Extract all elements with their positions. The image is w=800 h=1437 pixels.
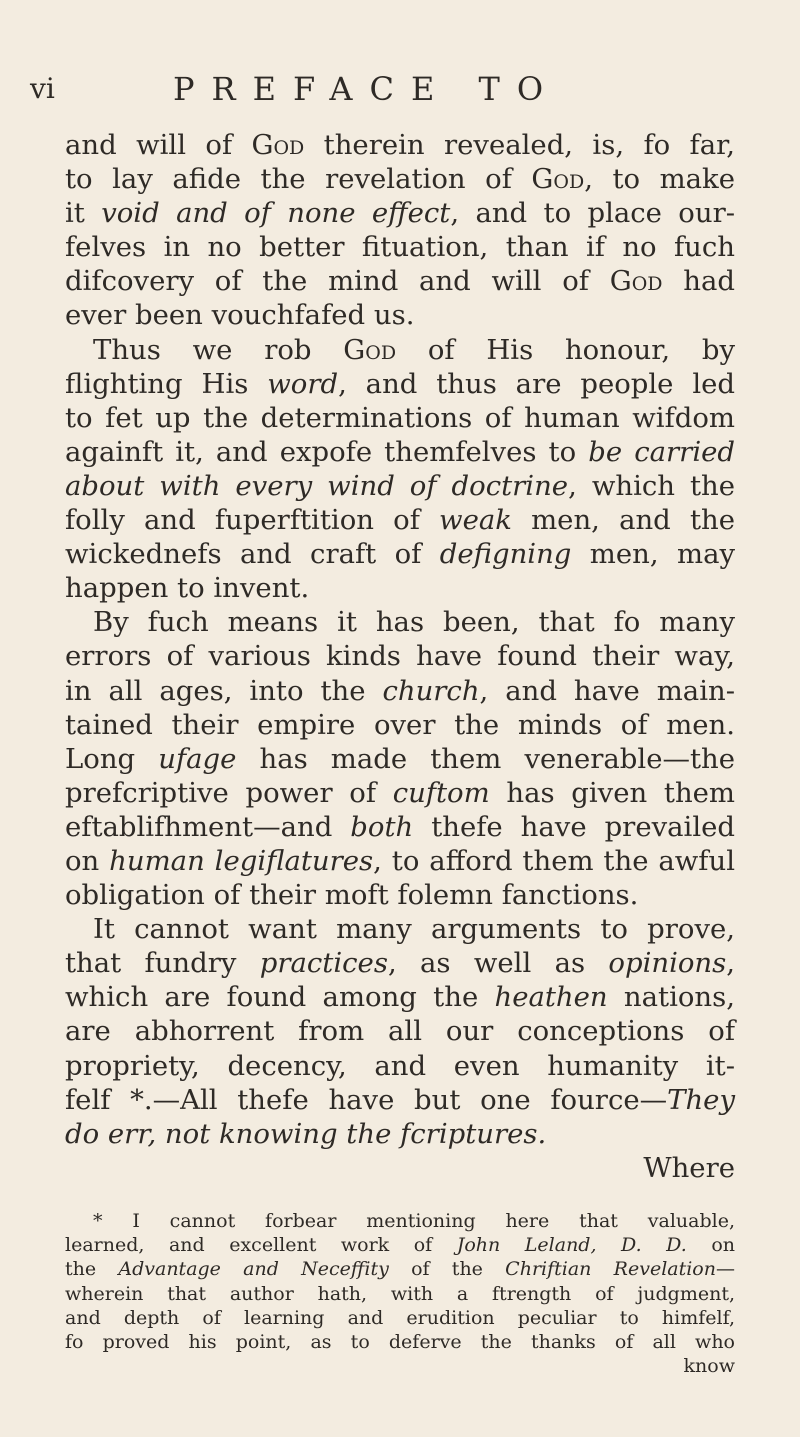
text-run: nations, <box>607 981 735 1014</box>
italic-text: practices <box>259 947 388 980</box>
text-line <box>65 1083 735 1117</box>
text-run: to lay afide the revelation of <box>65 163 532 196</box>
italic-text: opinions <box>608 947 727 980</box>
text-run: againft it, and expofe themfelves to <box>65 435 589 468</box>
text-run: are abhorrent from all our conceptions of <box>65 1015 735 1048</box>
text-run: of His honour, by <box>396 333 735 366</box>
italic-text: John Leland, D. D. <box>456 1234 687 1257</box>
text-run: * I cannot forbear mentioning here that valuable, <box>93 1210 735 1232</box>
small-caps-text: God <box>609 265 663 298</box>
text-run: and will of <box>65 129 252 161</box>
text-line <box>65 878 735 912</box>
text-line <box>65 1049 735 1083</box>
text-run: obligation of their moft folemn fanctions. <box>65 879 639 912</box>
text-line <box>65 810 735 844</box>
text-line <box>65 162 735 196</box>
text-run: , <box>726 947 735 980</box>
text-line <box>65 469 735 503</box>
text-line <box>65 776 735 810</box>
text-line <box>65 742 735 776</box>
text-run: thefe have prevailed <box>413 810 735 843</box>
text-line <box>65 196 735 230</box>
italic-text: void and of none effect <box>101 197 451 230</box>
text-run: it <box>65 197 102 230</box>
text-run: therein revealed, is, fo far, <box>304 129 735 161</box>
text-run: , to afford them the awful <box>373 844 735 877</box>
text-line <box>65 1014 735 1048</box>
small-caps-text: God <box>343 333 397 366</box>
text-run: It cannot want many arguments to prove, <box>93 913 735 946</box>
text-run: , which the <box>568 469 736 502</box>
text-run: on <box>65 844 110 877</box>
text-line <box>65 537 735 571</box>
text-run: has made them venerable—the <box>236 742 736 775</box>
body-text <box>65 128 735 1185</box>
text-run: eftablifhment—and <box>65 810 351 843</box>
text-run: , and have main- <box>479 674 735 707</box>
text-run: fo proved his point, as to deferve the thanks of all who <box>65 1330 735 1353</box>
italic-text: heathen <box>494 981 608 1014</box>
text-run: difcovery of the mind and will of <box>65 265 610 298</box>
italic-text: cuftom <box>392 776 490 809</box>
italic-text: Advantage and Neceffity <box>118 1258 389 1281</box>
text-run: Where <box>643 1151 735 1184</box>
text-line <box>65 674 735 708</box>
text-run: to fet up the determinations of human wifdom <box>65 401 735 434</box>
text-run: tained their empire over the minds of men. <box>65 708 735 741</box>
text-run: which are found among the <box>65 981 495 1014</box>
text-run: wherein that author hath, with a ftrength of judgment, <box>65 1282 735 1305</box>
text-run: wickednefs and craft of <box>65 538 440 571</box>
footnote-line <box>65 1306 735 1330</box>
text-run: the <box>65 1258 119 1281</box>
text-line <box>65 980 735 1014</box>
text-line <box>65 946 735 980</box>
text-line <box>65 264 735 298</box>
text-line <box>65 708 735 742</box>
text-line <box>65 333 735 367</box>
text-run: — <box>716 1258 735 1281</box>
text-run: Thus we rob <box>93 333 344 366</box>
text-run: had <box>662 265 736 298</box>
text-run: , and thus are people led <box>338 367 735 400</box>
text-run: has given them <box>489 776 736 809</box>
footnote-line <box>65 1233 735 1257</box>
text-run: , and to place our- <box>450 197 736 230</box>
text-run: and depth of learning and erudition peculiar to himfelf, <box>65 1306 735 1329</box>
text-run: on <box>686 1234 735 1257</box>
text-line <box>65 1151 735 1185</box>
italic-text: be carried <box>588 435 735 468</box>
running-title: PREFACE TO <box>173 70 561 108</box>
text-run: know <box>683 1355 735 1378</box>
text-run: flighting His <box>65 367 268 400</box>
text-run: ever been vouchfafed us. <box>65 299 415 332</box>
text-line <box>65 401 735 435</box>
text-line <box>65 298 735 332</box>
italic-text: weak <box>439 504 512 537</box>
text-line <box>65 1117 735 1151</box>
text-run: felves in no better fituation, than if no fuch <box>65 231 735 264</box>
footnote-line <box>65 1257 735 1281</box>
text-line <box>65 230 735 264</box>
text-run: By fuch means it has been, that fo many <box>93 606 735 639</box>
italic-text: Chriftian Revelation <box>505 1258 716 1281</box>
italic-text: about with every wind of doctrine <box>65 469 569 502</box>
text-line <box>65 503 735 537</box>
footnote <box>65 1209 735 1378</box>
text-run: of the <box>388 1258 506 1281</box>
text-line <box>65 367 735 401</box>
text-run: folly and fuperftition of <box>65 504 440 537</box>
text-run: prefcriptive power of <box>65 776 393 809</box>
small-caps-text: God <box>251 129 305 161</box>
footnote-line <box>65 1209 735 1233</box>
text-run: felf *.—All thefe have but one fource— <box>65 1083 668 1116</box>
footnote-line <box>65 1354 735 1378</box>
italic-text: word <box>267 367 339 400</box>
italic-text: human legiflatures <box>109 844 374 877</box>
text-run: Long <box>65 742 159 775</box>
footnote-line <box>65 1282 735 1306</box>
text-run: men, may <box>571 538 736 571</box>
text-run: learned, and excellent work of <box>65 1234 457 1257</box>
text-line <box>65 912 735 946</box>
text-run: , as well as <box>387 947 609 980</box>
text-run: , to make <box>584 163 735 196</box>
italic-text: ufage <box>158 742 237 775</box>
text-line <box>65 605 735 639</box>
footnote-line <box>65 1330 735 1354</box>
text-run: in all ages, into the <box>65 674 383 707</box>
italic-text: They <box>667 1083 735 1116</box>
text-run: that fundry <box>65 947 260 980</box>
text-line <box>65 639 735 673</box>
text-line <box>65 844 735 878</box>
text-run: men, and the <box>511 504 735 537</box>
text-line <box>65 435 735 469</box>
italic-text: do err, not knowing the fcriptures. <box>65 1117 547 1150</box>
text-line <box>65 128 735 162</box>
page-number: vi <box>30 72 55 105</box>
running-head <box>30 70 750 110</box>
italic-text: defigning <box>439 538 572 571</box>
text-line <box>65 571 735 605</box>
small-caps-text: God <box>531 163 585 196</box>
italic-text: church <box>382 674 480 707</box>
italic-text: both <box>350 810 414 843</box>
text-run: happen to invent. <box>65 572 310 605</box>
text-run: errors of various kinds have found their way, <box>65 640 735 673</box>
text-run: propriety, decency, and even humanity it- <box>65 1049 735 1082</box>
